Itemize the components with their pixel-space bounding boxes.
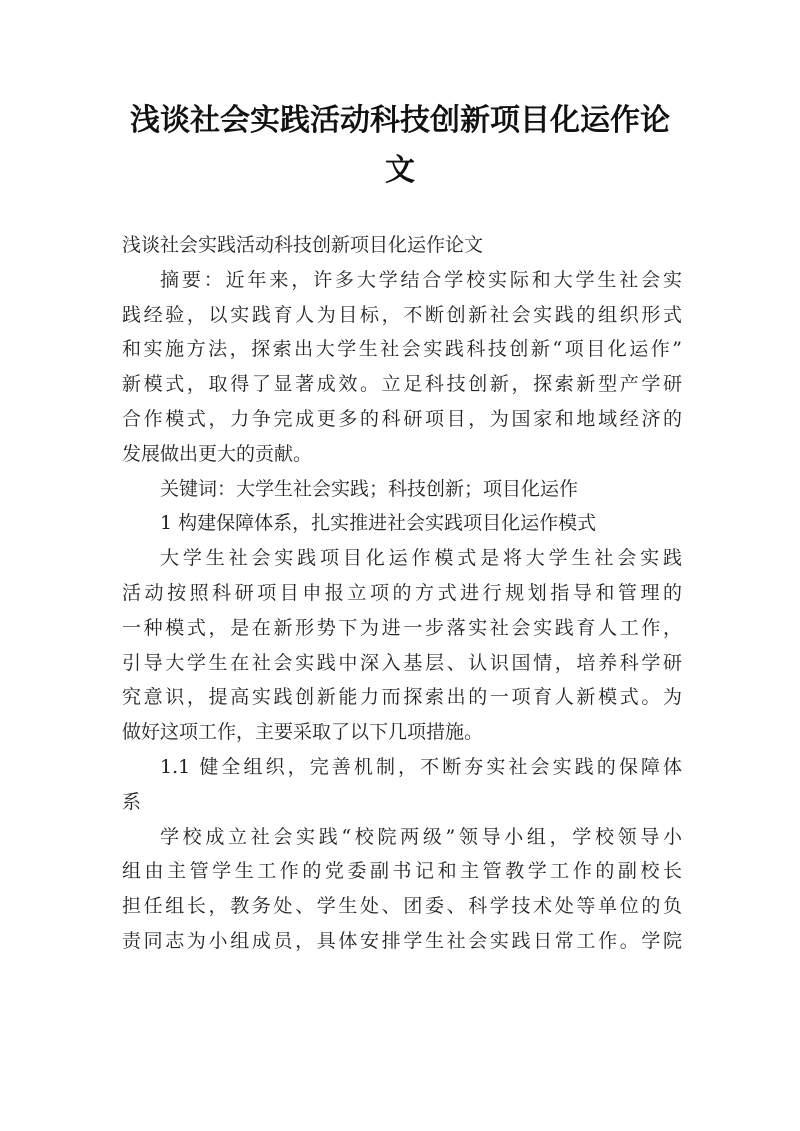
body-line: 究意识，提高实践创新能力而探索出的一项育人新模式。为 [122,686,682,709]
title-line-2: 文 [385,153,415,188]
body-line: 发展做出更大的贡献。 [122,442,313,465]
body-line: 1 构建保障体系，扎实推进社会实践项目化运作模式 [160,512,597,535]
document-body [122,228,682,959]
body-line: 组由主管学生工作的党委副书记和主管教学工作的副校长 [122,860,682,883]
body-line: 活动按照科研项目申报立项的方式进行规划指导和管理的 [122,581,682,604]
body-line: 引导大学生在社会实践中深入基层、认识国情，培养科学研 [122,651,682,674]
body-line: 大学生社会实践项目化运作模式是将大学生社会实践 [160,547,682,570]
body-line: 系 [122,790,142,813]
body-line: 责同志为小组成员，具体安排学生社会实践日常工作。学院 [122,929,682,952]
body-line: 1.1 健全组织，完善机制，不断夯实社会实践的保障体 [160,755,682,778]
body-line: 践经验，以实践育人为目标，不断创新社会实践的组织形式 [122,303,682,326]
body-line: 合作模式，力争完成更多的科研项目，为国家和地域经济的 [122,407,682,430]
body-line: 和实施方法，探索出大学生社会实践科技创新“项目化运作” [122,338,682,361]
body-line: 浅谈社会实践活动科技创新项目化运作论文 [122,234,484,256]
body-line: 担任组长，教务处、学生处、团委、科学技术处等单位的负 [122,895,682,918]
body-line: 学校成立社会实践“校院两级”领导小组，学校领导小 [160,825,682,848]
title-line-1: 浅谈社会实践活动科技创新项目化运作论 [130,103,670,138]
body-line: 新模式，取得了显著成效。立足科技创新，探索新型产学研 [122,373,682,396]
body-line: 关键词：大学生社会实践；科技创新；项目化运作 [160,477,579,500]
body-line: 一种模式，是在新形势下为进一步落实社会实践育人工作， [122,616,682,639]
body-line: 做好这项工作，主要采取了以下几项措施。 [122,721,484,744]
document-title [100,96,700,196]
body-line: 摘要：近年来，许多大学结合学校实际和大学生社会实 [160,268,682,291]
